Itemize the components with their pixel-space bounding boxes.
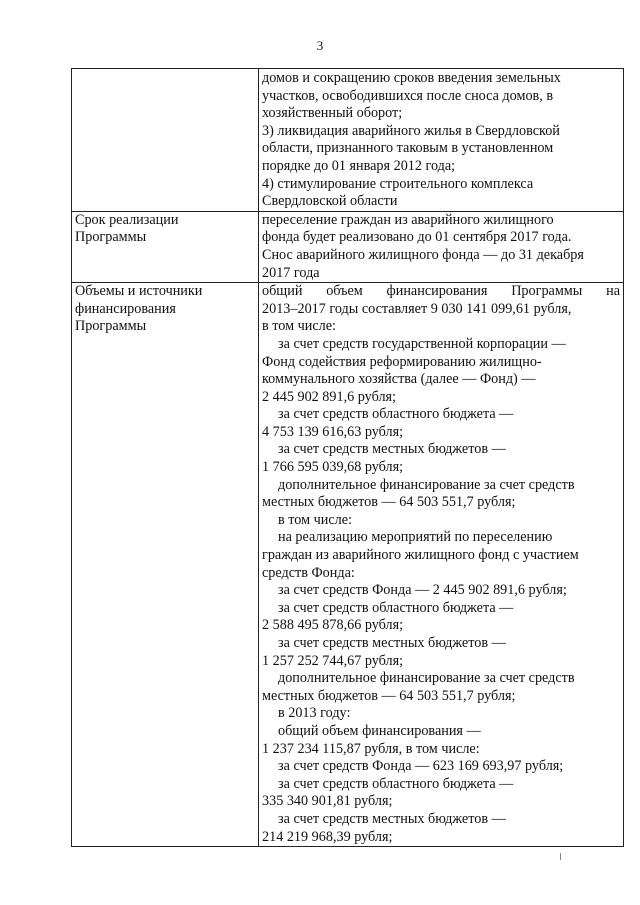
text-line: дополнительное финансирование за счет средств — [278, 476, 575, 493]
text-line: местных бюджетов — 64 503 551,7 рубля; — [262, 494, 516, 511]
text-line: 1 766 595 039,68 рубля; — [262, 459, 404, 476]
text-line: Свердловской области — [262, 193, 398, 210]
text-line: граждан из аварийного жилищного фонд с участием — [262, 547, 579, 564]
text-line: за счет средств Фонда — 623 169 693,97 рубля; — [278, 758, 564, 775]
text-line: хозяйственный оборот; — [262, 105, 403, 122]
text-line: Снос аварийного жилищного фонда — до 31 декабря — [262, 246, 584, 263]
text-line: в том числе: — [278, 511, 352, 528]
text-line: 1 257 252 744,67 рубля; — [262, 652, 404, 669]
text-line: домов и сокращению сроков введения земельных — [262, 70, 561, 86]
row-label-line: Программы — [75, 229, 147, 246]
text-line: 3) ликвидация аварийного жилья в Свердловской — [262, 122, 560, 139]
text-line: Фонд содействия реформированию жилищно- — [262, 353, 542, 370]
row-label-cell — [72, 283, 259, 847]
row-label-line: Срок реализации — [75, 211, 179, 228]
text-line: порядке до 01 января 2012 года; — [262, 157, 456, 174]
table-row-financing — [72, 283, 624, 847]
text-line: за счет средств местных бюджетов — — [278, 441, 506, 458]
text-line: 2 588 495 878,66 рубля; — [262, 617, 404, 634]
row-label-line: Объемы и источники — [75, 283, 203, 300]
text-line: за счет средств Фонда — 2 445 902 891,6 рубля; — [278, 582, 567, 599]
text-line: области, признанного таковым в установленном — [262, 140, 554, 157]
text-line: за счет средств государственной корпорации — — [278, 335, 566, 352]
table-row-objectives-continued — [72, 69, 624, 212]
text-line: на реализацию мероприятий по переселению — [278, 529, 553, 546]
text-line: фонда будет реализовано до 01 сентября 2017 года. — [262, 229, 572, 246]
row-label-cell — [72, 211, 259, 282]
text-line: за счет средств местных бюджетов — — [278, 810, 506, 827]
text-line: местных бюджетов — 64 503 551,7 рубля; — [262, 687, 516, 704]
row-label-cell — [72, 69, 259, 212]
row-label-line: финансирования — [75, 300, 176, 317]
text-line: 4) стимулирование строительного комплекса — [262, 175, 534, 192]
text-line: переселение граждан из аварийного жилищного — [262, 211, 554, 228]
text-line: 214 219 968,39 рубля; — [262, 828, 393, 845]
text-line: участков, освободившихся после сноса домов, в — [262, 87, 554, 104]
text-line: дополнительное финансирование за счет средств — [278, 670, 575, 687]
text-line: за счет средств областного бюджета — — [278, 775, 514, 792]
scan-artifact-mark — [560, 853, 561, 860]
text-line: 2013–2017 годы составляет 9 030 141 099,61 рубля, — [262, 300, 572, 317]
row-content-cell — [259, 69, 624, 212]
text-line: в 2013 году: — [278, 705, 351, 722]
text-line: 1 237 234 115,87 рубля, в том числе: — [262, 740, 480, 757]
page-number: 3 — [316, 38, 324, 53]
row-content-cell — [259, 211, 624, 282]
table-row-implementation-period — [72, 211, 624, 282]
text-line: 4 753 139 616,63 рубля; — [262, 423, 404, 440]
text-line: за счет средств областного бюджета — — [278, 406, 514, 423]
row-content-cell — [259, 283, 624, 847]
text-line: 2 445 902 891,6 рубля; — [262, 388, 396, 405]
row-label-line: Программы — [75, 318, 147, 335]
text-line: 2017 года — [262, 264, 320, 281]
text-line: средств Фонда: — [262, 564, 355, 581]
text-line: 335 340 901,81 рубля; — [262, 793, 393, 810]
text-line: общий объем финансирования Программы на — [262, 283, 620, 300]
text-line: общий объем финансирования — — [278, 722, 481, 739]
text-line: за счет средств местных бюджетов — — [278, 635, 506, 651]
text-line: в том числе: — [262, 318, 336, 335]
text-line: за счет средств областного бюджета — — [278, 599, 514, 616]
program-passport-table — [71, 68, 624, 847]
text-line: коммунального хозяйства (далее — Фонд) — — [262, 371, 536, 388]
